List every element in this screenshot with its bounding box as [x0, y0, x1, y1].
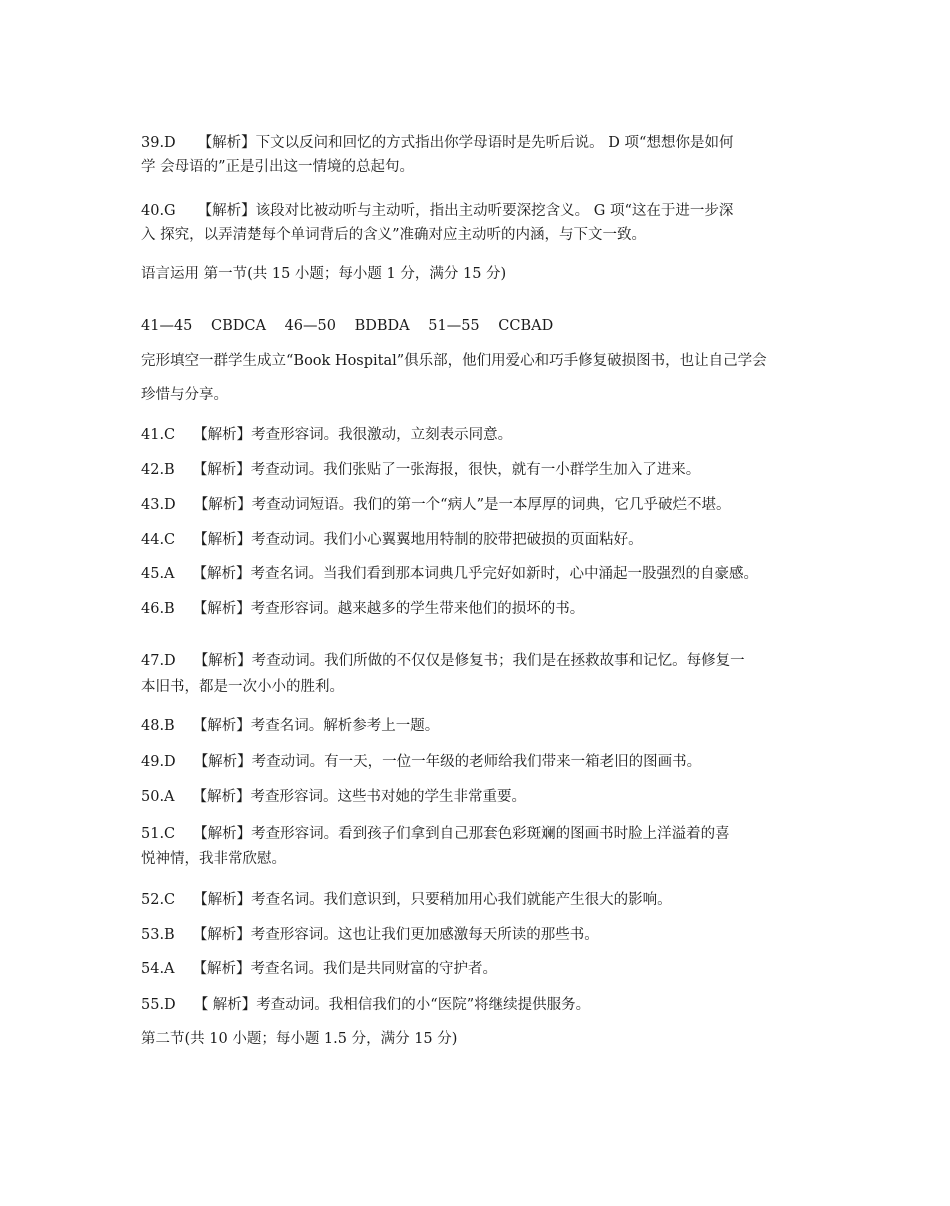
answer-line-42: [141, 460, 700, 480]
answer-line-39-cont: [141, 157, 414, 177]
range-label: 51—55: [428, 318, 480, 334]
range-answers: CBDCA: [211, 318, 266, 334]
answer-explanation: 【解析】考查名词。解析参考上一题。: [192, 718, 440, 734]
section-heading-2: 第二节(共 10 小题；每小题 1.5 分，满分 15 分): [141, 1031, 458, 1047]
answer-key-ranges: [141, 316, 553, 336]
answer-explanation: 【解析】考查名词。我们意识到，只要稍加用心我们就能产生很大的影响。: [193, 892, 672, 908]
answer-explanation: 【解析】考查形容词。看到孩子们拿到自己那套色彩斑斓的图画书时脸上洋溢着的喜: [193, 826, 730, 842]
answer-label: 44.C: [141, 532, 176, 548]
answer-explanation: 入 探究，以弄清楚每个单词背后的含义”准确对应主动听的内涵，与下文一致。: [141, 227, 647, 243]
answer-line-40-cont: [141, 225, 646, 245]
answer-line-44: [141, 530, 643, 550]
answer-explanation: 【解析】考查动词短语。我们的第一个“病人”是一本厚厚的词典，它几乎破烂不堪。: [193, 497, 731, 513]
answer-explanation: 【解析】考查形容词。越来越多的学生带来他们的损坏的书。: [192, 601, 585, 617]
answer-line-45: [141, 564, 758, 584]
answer-label: 43.D: [141, 497, 176, 513]
answer-explanation: 【解析】考查名词。当我们看到那本词典几乎完好如新时，心中涌起一股强烈的自豪感。: [192, 566, 759, 582]
range-answers: CCBAD: [498, 318, 554, 334]
range-label: 46—50: [284, 318, 336, 334]
answer-line-55: [141, 995, 590, 1015]
answer-label: 45.A: [141, 566, 175, 582]
answer-line-49: [141, 752, 701, 772]
answer-line-51-cont: [141, 849, 286, 869]
answer-explanation: 【解析】考查名词。我们是共同财富的守护者。: [192, 961, 498, 977]
range-label: 41—45: [141, 318, 193, 334]
answer-explanation: 【解析】考查形容词。我很激动，立刻表示同意。: [193, 427, 513, 443]
answer-label: 53.B: [141, 927, 175, 943]
answer-explanation: 【解析】考查动词。我们张贴了一张海报，很快，就有一小群学生加入了进来。: [192, 462, 701, 478]
answer-label: 39.D: [141, 135, 176, 151]
answer-explanation: 【解析】下文以反问和回忆的方式指出你学母语时是先听后说。 D 项“想想你是如何: [197, 135, 734, 151]
answer-line-43: [141, 495, 731, 515]
answer-label: 49.D: [141, 754, 176, 770]
answer-label: 51.C: [141, 826, 176, 842]
answer-label: 42.B: [141, 462, 175, 478]
answer-line-40: [141, 201, 733, 221]
section-heading-1: 语言运用 第一节(共 15 小题；每小题 1 分，满分 15 分): [141, 266, 507, 282]
answer-label: 48.B: [141, 718, 175, 734]
answer-explanation: 【解析】考查形容词。这也让我们更加感激每天所读的那些书。: [192, 927, 599, 943]
answer-line-39: [141, 133, 733, 153]
answer-label: 55.D: [141, 997, 176, 1013]
passage-summary-cont: 珍惜与分享。: [141, 387, 228, 403]
answer-line-51: [141, 824, 730, 844]
answer-explanation: 【 解析】考查动词。我相信我们的小“医院”将继续提供服务。: [193, 997, 591, 1013]
answer-explanation: 【解析】该段对比被动听与主动听，指出主动听要深挖含义。 G 项“这在于进一步深: [197, 203, 734, 219]
answer-line-52: [141, 890, 672, 910]
answer-explanation: 本旧书，都是一次小小的胜利。: [141, 679, 344, 695]
answer-explanation: 【解析】考查动词。我们所做的不仅仅是修复书；我们是在拯救故事和记忆。每修复一: [193, 653, 745, 669]
answer-line-47: [141, 651, 745, 671]
answer-label: 41.C: [141, 427, 176, 443]
answer-label: 40.G: [141, 203, 176, 219]
answer-line-54: [141, 959, 497, 979]
answer-label: 47.D: [141, 653, 176, 669]
range-answers: BDBDA: [354, 318, 410, 334]
answer-explanation: 悦神情，我非常欣慰。: [141, 851, 286, 867]
passage-summary: 完形填空一群学生成立“Book Hospital”俱乐部，他们用爱心和巧手修复破损图书，也让自己学会: [141, 353, 767, 369]
answer-explanation: 【解析】考查形容词。这些书对她的学生非常重要。: [192, 789, 527, 805]
answer-line-47-cont: [141, 677, 344, 697]
answer-line-41: [141, 425, 512, 445]
answer-line-53: [141, 925, 599, 945]
answer-line-50: [141, 787, 526, 807]
answer-line-48: [141, 716, 439, 736]
answer-label: 50.A: [141, 789, 175, 805]
answer-line-46: [141, 599, 584, 619]
answer-label: 52.C: [141, 892, 176, 908]
answer-explanation: 学 会母语的”正是引出这一情境的总起句。: [141, 159, 415, 175]
answer-label: 54.A: [141, 961, 175, 977]
answer-explanation: 【解析】考查动词。我们小心翼翼地用特制的胶带把破损的页面粘好。: [193, 532, 643, 548]
answer-label: 46.B: [141, 601, 175, 617]
answer-explanation: 【解析】考查动词。有一天，一位一年级的老师给我们带来一箱老旧的图画书。: [193, 754, 702, 770]
